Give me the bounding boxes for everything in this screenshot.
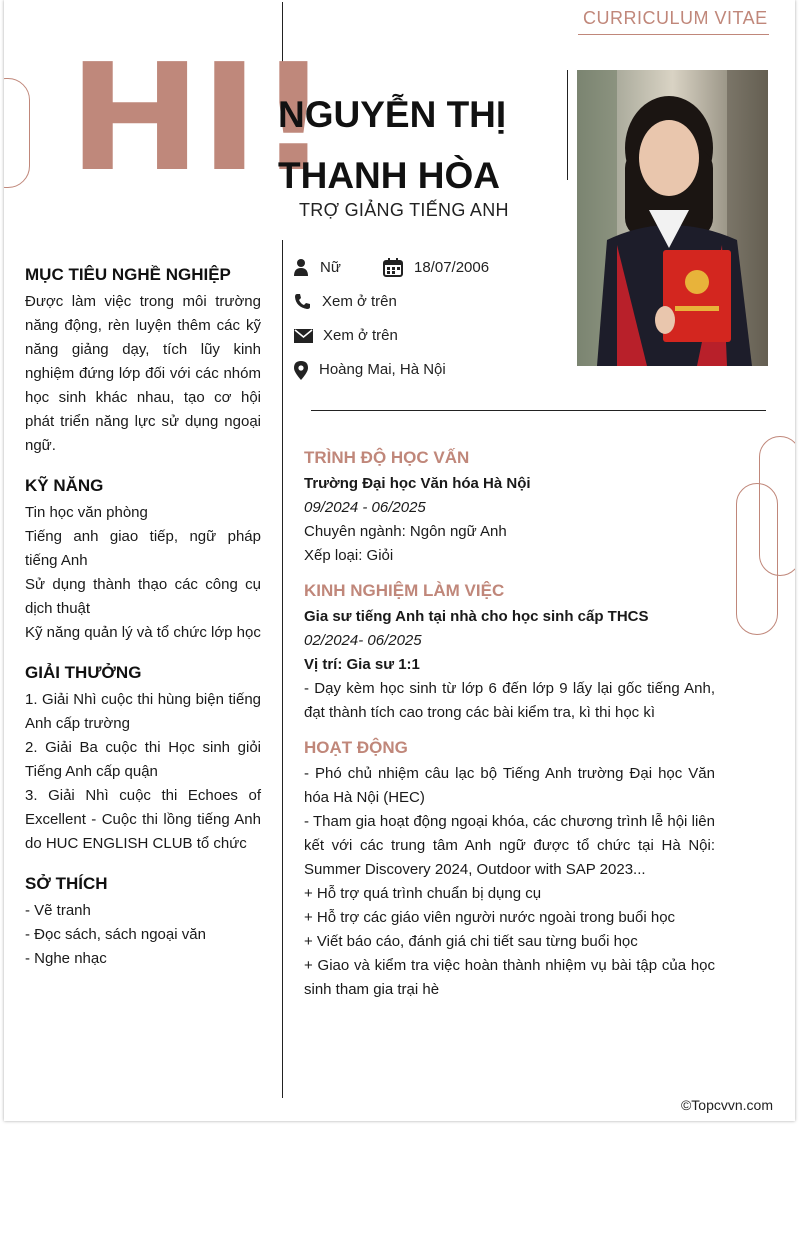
experience-title: KINH NGHIỆM LÀM VIỆC bbox=[304, 581, 505, 600]
birthday-value: 18/07/2006 bbox=[414, 259, 490, 276]
person-icon bbox=[293, 258, 309, 276]
hobby-item: - Đọc sách, sách ngoại văn bbox=[25, 926, 206, 943]
hobbies-title: SỞ THÍCH bbox=[25, 874, 108, 893]
decor-pill-right-bottom bbox=[736, 483, 778, 635]
cv-label: CURRICULUM VITAE bbox=[583, 8, 768, 28]
hobby-item: - Nghe nhạc bbox=[25, 950, 107, 967]
experience-position: Vị trí: Gia sư 1:1 bbox=[304, 656, 420, 673]
skills-list bbox=[25, 501, 261, 645]
column-divider-line bbox=[282, 240, 283, 1098]
skill-item: Tiếng anh giao tiếp, ngữ pháp tiếng Anh bbox=[25, 528, 261, 569]
email-icon bbox=[294, 329, 313, 347]
experience-job: Gia sư tiếng Anh tại nhà cho học sinh cấp THCS bbox=[304, 608, 649, 625]
education-major: Chuyên ngành: Ngôn ngữ Anh bbox=[304, 523, 507, 540]
activities-title: HOẠT ĐỘNG bbox=[304, 738, 408, 757]
experience-desc: - Dạy kèm học sinh từ lớp 6 đến lớp 9 lấy lại gốc tiếng Anh, đạt thành tích cao trong các bài kiểm tra, kì thi học kì bbox=[304, 680, 715, 721]
education-period: 09/2024 - 06/2025 bbox=[304, 499, 426, 516]
candidate-name bbox=[278, 84, 568, 206]
profile-photo bbox=[577, 70, 768, 366]
education-school: Trường Đại học Văn hóa Hà Nội bbox=[304, 475, 531, 492]
awards-list bbox=[25, 688, 261, 856]
cv-label-underline bbox=[578, 34, 769, 35]
activity-item: - Phó chủ nhiệm câu lạc bộ Tiếng Anh trường Đại học Văn hóa Hà Nội (HEC) bbox=[304, 765, 715, 806]
email-value: Xem ở trên bbox=[323, 327, 398, 344]
right-column bbox=[304, 448, 715, 1002]
activities-list bbox=[304, 762, 715, 1002]
objective-text: Được làm việc trong môi trường năng động, rèn luyện thêm các kỹ năng giảng dạy, tích lũy kinh nghiệm đứng lớp đối với các nhóm học sinh khác nhau, tạo cơ hội phát triển năng lực sử dụng ngoại ngữ. bbox=[25, 293, 261, 454]
job-title: TRỢ GIẢNG TIẾNG ANH bbox=[299, 200, 509, 220]
activity-item: + Hỗ trợ quá trình chuẩn bị dụng cụ bbox=[304, 885, 542, 902]
experience-period: 02/2024- 06/2025 bbox=[304, 632, 422, 649]
left-column bbox=[25, 265, 261, 971]
skill-item: Tin học văn phòng bbox=[25, 504, 148, 521]
activity-item: + Hỗ trợ các giáo viên người nước ngoài trong buổi học bbox=[304, 909, 676, 926]
award-item: 1. Giải Nhì cuộc thi hùng biện tiếng Anh cấp trường bbox=[25, 691, 261, 732]
name-line-1: NGUYỄN THỊ bbox=[278, 94, 507, 135]
phone-value: Xem ở trên bbox=[322, 293, 397, 310]
decor-pill-left bbox=[4, 78, 30, 188]
hobby-item: - Vẽ tranh bbox=[25, 902, 91, 919]
hobbies-list bbox=[25, 899, 261, 971]
award-item: 2. Giải Ba cuộc thi Học sinh giỏi Tiếng Anh cấp quận bbox=[25, 739, 261, 780]
calendar-icon bbox=[383, 258, 403, 276]
award-item: 3. Giải Nhì cuộc thi Echoes of Excellent - Cuộc thi lồng tiếng Anh do HUC ENGLISH CLUB tổ chức bbox=[25, 787, 261, 852]
address-value: Hoàng Mai, Hà Nội bbox=[319, 361, 446, 378]
awards-title: GIẢI THƯỞNG bbox=[25, 663, 142, 682]
skills-title: KỸ NĂNG bbox=[25, 476, 104, 495]
gender-value: Nữ bbox=[320, 259, 341, 276]
activity-item: + Viết báo cáo, đánh giá chi tiết sau từng buổi học bbox=[304, 933, 638, 950]
education-grade: Xếp loại: Giỏi bbox=[304, 547, 394, 564]
greeting-hi: HI! bbox=[68, 32, 328, 204]
activity-item: + Giao và kiểm tra việc hoàn thành nhiệm vụ bài tập của học sinh tham gia trại hè bbox=[304, 957, 715, 998]
name-line-2: THANH HÒA bbox=[278, 155, 500, 196]
objective-title: MỤC TIÊU NGHỀ NGHIỆP bbox=[25, 265, 231, 284]
footer-credit: ©Topcvvn.com bbox=[680, 1097, 773, 1113]
contact-divider-line bbox=[311, 410, 766, 411]
education-title: TRÌNH ĐỘ HỌC VẤN bbox=[304, 448, 470, 467]
cv-page bbox=[4, 0, 795, 1121]
skill-item: Kỹ năng quản lý và tổ chức lớp học bbox=[25, 624, 261, 641]
location-pin-icon bbox=[294, 361, 310, 379]
activity-item: - Tham gia hoạt động ngoại khóa, các chương trình lễ hội liên kết với các trung tâm Anh ngữ được tổ chức tại Hà Nội: Summer Discovery 2024, Outdoor with SAP 2023... bbox=[304, 813, 715, 878]
phone-icon bbox=[294, 293, 310, 311]
skill-item: Sử dụng thành thạo các công cụ dịch thuật bbox=[25, 576, 261, 617]
